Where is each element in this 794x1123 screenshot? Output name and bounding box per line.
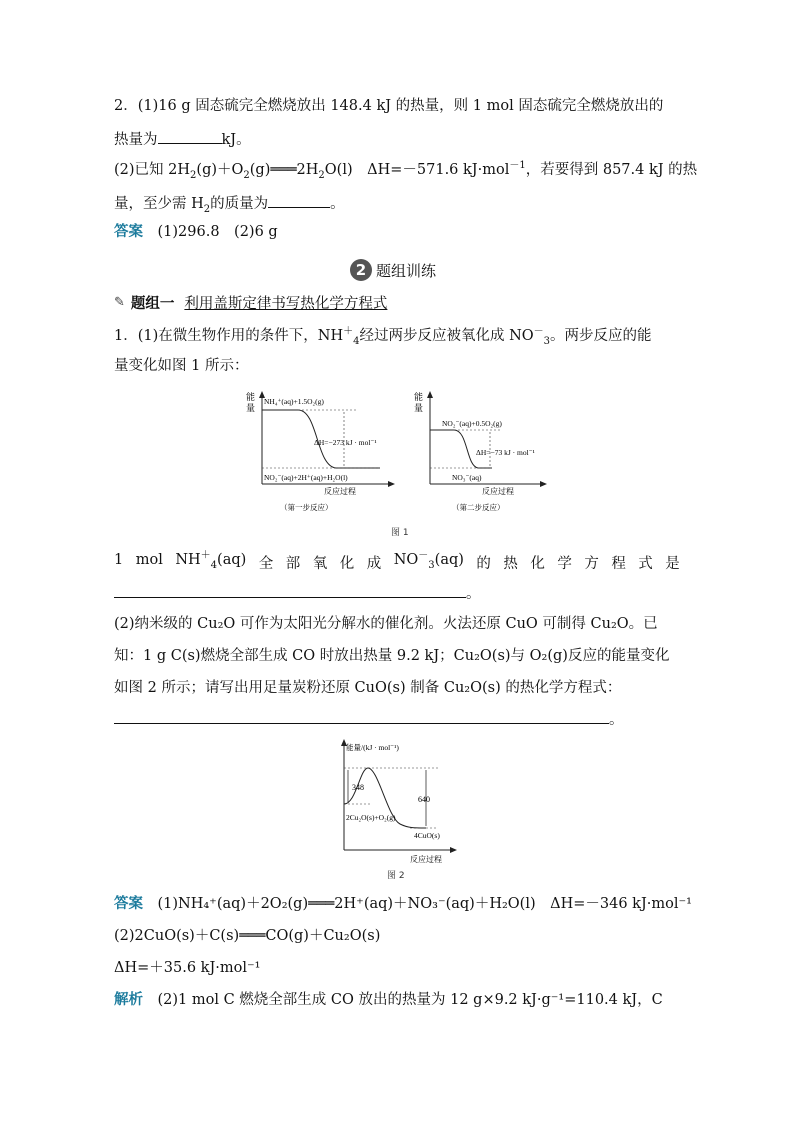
fig1-right-yarrow bbox=[427, 391, 433, 398]
section-title: 题组训练 bbox=[376, 261, 437, 280]
fig2-product-label: 4CuO(s) bbox=[414, 831, 440, 840]
answer-blank bbox=[268, 192, 330, 208]
fig2-xarrow bbox=[450, 847, 457, 853]
fig1-right-top-label: NO₂⁻(aq)+0.5O₂(g) bbox=[442, 419, 502, 428]
fig1-right-bottom-label: NO₃⁻(aq) bbox=[452, 473, 482, 482]
fig1-left-ylabel-2: 量 bbox=[246, 403, 256, 413]
group-header bbox=[114, 292, 387, 313]
section-number-badge: 2 bbox=[350, 259, 372, 281]
fig1-right-xlabel: 反应过程 bbox=[482, 487, 514, 496]
q1-line-2: 量变化如图 1 所示： bbox=[114, 358, 249, 374]
group-name: 题组一 bbox=[130, 296, 175, 312]
fig1-right-dh-label: ΔH=−73 kJ · mol⁻¹ bbox=[476, 448, 535, 457]
fig1-left-caption: （第一步反应） bbox=[280, 503, 333, 512]
fig2-delta-value: 640 bbox=[418, 795, 430, 804]
figure-2-caption: 图 2 bbox=[387, 871, 405, 881]
q1b-line-3: 如图 2 所示；请写出用足量炭粉还原 CuO(s) 制备 Cu₂O(s) 的热化学方程式： bbox=[114, 680, 622, 696]
fig2-reactant-label: 2Cu₂O(s)+O₂(g) bbox=[346, 813, 396, 822]
fig1-left-xlabel: 反应过程 bbox=[324, 487, 356, 496]
fig2-xlabel: 反应过程 bbox=[410, 855, 442, 864]
answer-label: 答案 bbox=[114, 224, 143, 240]
pencil-icon: ✎ bbox=[114, 295, 125, 310]
figure-2 bbox=[330, 738, 460, 868]
section-header bbox=[350, 256, 436, 284]
q1b-line-2: 知：1 g C(s)燃烧全部生成 CO 时放出热量 9.2 kJ；Cu₂O(s)与 O₂(g)反应的能量变化 bbox=[114, 648, 670, 664]
q2-line-1: 2．(1)16 g 固态硫完全燃烧放出 148.4 kJ 的热量，则 1 mol 固态硫完全燃烧放出的 bbox=[114, 98, 664, 114]
q2-line-3: (2)已知 $2H_2(g)+O_2(g)═══2H_2O(l)$ ΔH=－571.6 kJ·mol$^{-1}$，若要得到 857.4 kJ 的热 bbox=[114, 160, 698, 181]
answer-blank bbox=[114, 708, 609, 724]
q1-answer-line: 。 bbox=[114, 582, 481, 604]
fig1-left-ylabel-1: 能 bbox=[246, 392, 256, 402]
fig1-left-bottom-label: NO₂⁻(aq)+2H⁺(aq)+H₂O(l) bbox=[264, 473, 348, 482]
fig1-right-xarrow bbox=[540, 481, 547, 487]
answer-blank bbox=[114, 582, 466, 598]
q1-spread-line: 1 mol $NH^+_4(aq)$ 全 部 氧 化 成 $NO^-_3(aq)$ 的 热 化 学 方 程 式 是 bbox=[114, 550, 680, 572]
fig1-left-dh-label: ΔH=−273 kJ · mol⁻¹ bbox=[314, 438, 377, 447]
q1b-line-1: (2)纳米级的 Cu₂O 可作为太阳光分解水的催化剂。火法还原 CuO 可制得 Cu₂O。已 bbox=[114, 616, 658, 632]
figure-1-caption: 图 1 bbox=[391, 528, 409, 538]
answer-label: 答案 bbox=[114, 896, 143, 912]
q2-line-2: 热量为 kJ。 bbox=[114, 128, 251, 150]
analysis-label: 解析 bbox=[114, 992, 143, 1008]
q1-line-1: 1．(1)在微生物作用的条件下，$NH^+_4$经过两步反应被氧化成 $NO^-_3$。两步反应的能 bbox=[114, 326, 652, 347]
fig1-right-ylabel-1: 能 bbox=[414, 392, 424, 402]
q2-line-4: 量，至少需 $H_2$的质量为 。 bbox=[114, 192, 345, 214]
fig1-right-caption: （第二步反应） bbox=[452, 503, 505, 512]
group-title: 利用盖斯定律书写热化学方程式 bbox=[184, 296, 388, 312]
fig1-right-ylabel-2: 量 bbox=[414, 403, 424, 413]
fig1-left-top-label: NH₄⁺(aq)+1.5O₂(g) bbox=[264, 397, 324, 406]
answer-2-line-3: ΔH=＋35.6 kJ·mol⁻¹ bbox=[114, 960, 261, 976]
answer-1: 答案 (1)296.8 (2)6 g bbox=[114, 224, 278, 240]
figure-1 bbox=[240, 390, 570, 522]
answer-2-line-2: (2)2CuO(s)＋C(s)═══CO(g)＋Cu₂O(s) bbox=[114, 928, 381, 944]
fig2-ylabel: 能量/(kJ · mol⁻¹) bbox=[346, 743, 399, 752]
analysis-line: 解析 (2)1 mol C 燃烧全部生成 CO 放出的热量为 12 g×9.2 kJ·g⁻¹=110.4 kJ，C bbox=[114, 992, 663, 1008]
fig2-activation-value: 348 bbox=[352, 783, 364, 792]
q1b-answer-line: 。 bbox=[114, 708, 624, 730]
fig1-left-xarrow bbox=[388, 481, 395, 487]
answer-blank bbox=[158, 128, 222, 144]
answer-2-line-1: 答案 (1)NH₄⁺(aq)＋2O₂(g)═══2H⁺(aq)＋NO₃⁻(aq)＋H₂O(l) ΔH=－346 kJ·mol⁻¹ bbox=[114, 896, 692, 912]
